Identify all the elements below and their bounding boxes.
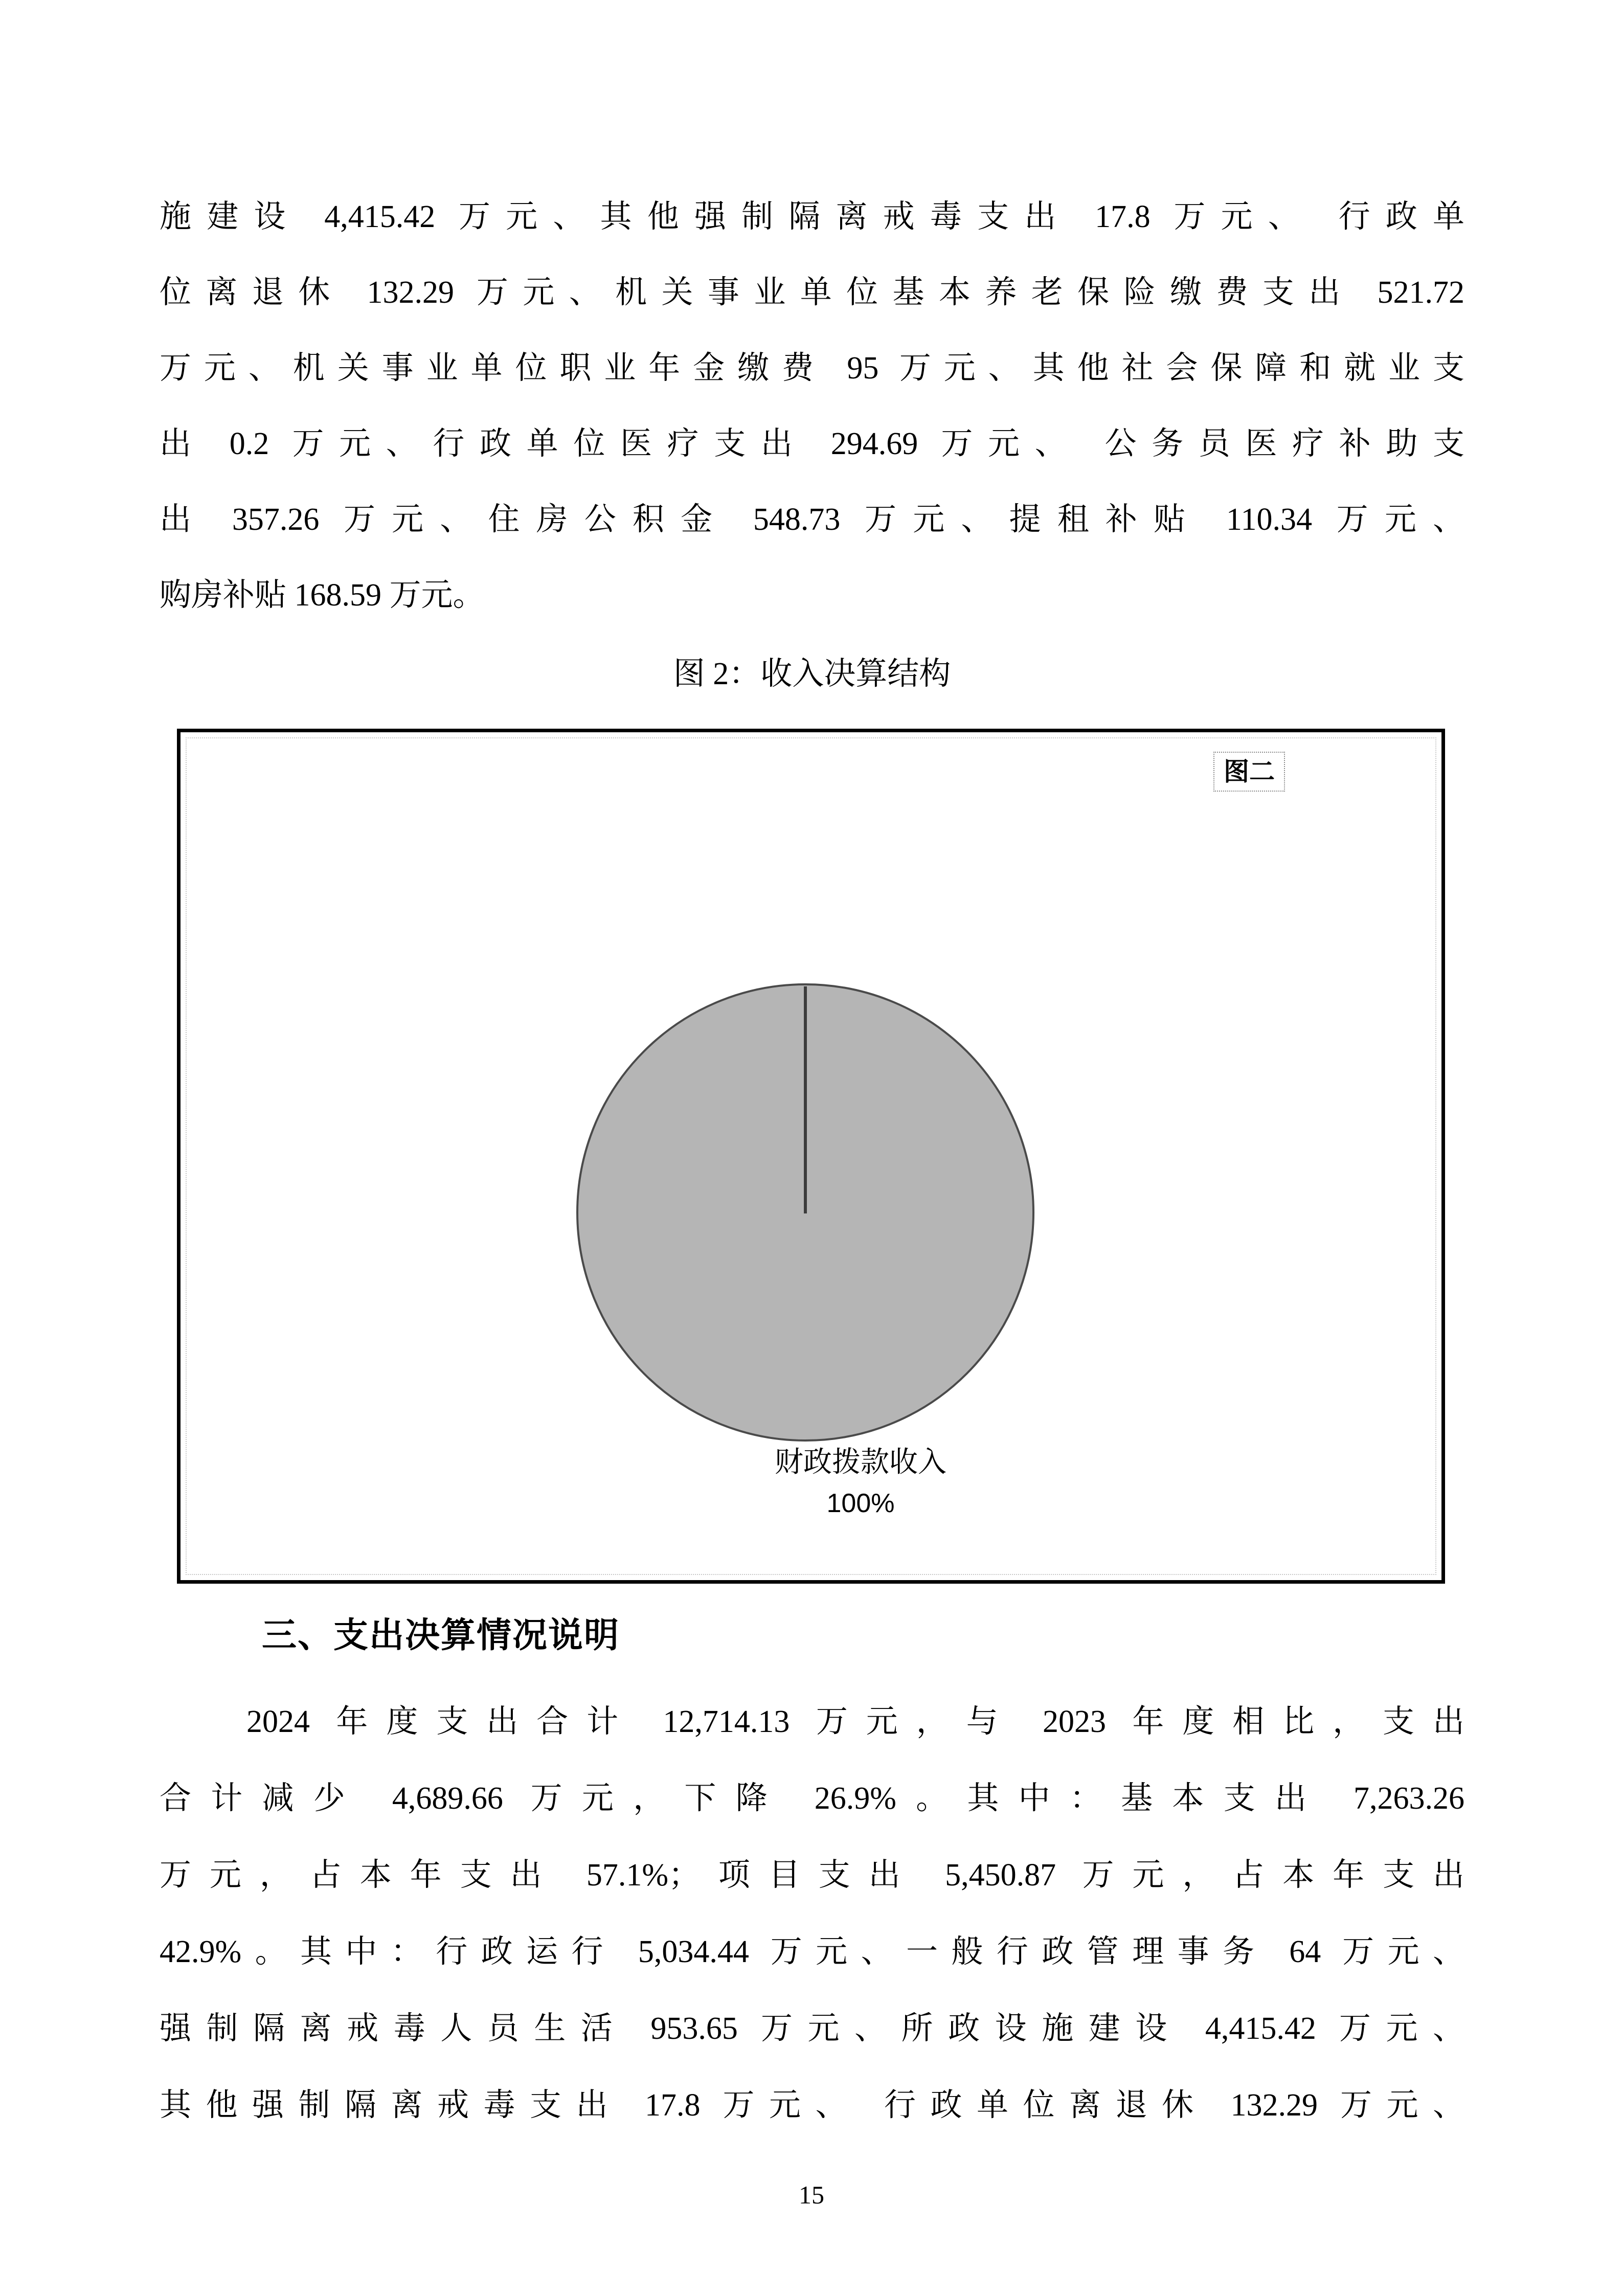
- figure-caption: 图 2：收入决算结构: [673, 657, 951, 691]
- text-line: 购房补贴 168.59 万元。: [160, 578, 485, 613]
- text-line: 施建设 4,415.42 万元、其他强制隔离戒毒支出 17.8 万元、 行政单: [160, 199, 1464, 234]
- pie-chart: [575, 982, 1035, 1443]
- text-line: 42.9%。其中：行政运行 5,034.44 万元、一般行政管理事务 64 万元、: [160, 1934, 1464, 1969]
- text-line: 其他强制隔离戒毒支出 17.8 万元、 行政单位离退休 132.29 万元、: [160, 2088, 1464, 2123]
- text-line: 出 0.2 万元、行政单位医疗支出 294.69 万元、 公务员医疗补助支: [160, 426, 1464, 461]
- slice-label-name: 财政拨款收入: [775, 1446, 946, 1478]
- text-line: 万元，占本年支出 57.1%；项目支出 5,450.87 万元，占本年支出: [160, 1858, 1464, 1893]
- paragraph-expenditure-detail-top: [160, 179, 1464, 633]
- text-line: 出 357.26 万元、住房公积金 548.73 万元、提租补贴 110.34 万元、: [160, 502, 1464, 537]
- pie-chart-frame: [177, 729, 1445, 1584]
- chart-legend-label: 图二: [1213, 752, 1285, 792]
- text-line: 2024 年度支出合计 12,714.13 万元，与 2023 年度相比，支出: [246, 1704, 1464, 1739]
- page-number: 15: [799, 2180, 824, 2209]
- text-line: 位离退休 132.29 万元、机关事业单位基本养老保险缴费支出 521.72: [160, 275, 1464, 310]
- pie-slice-label: [682, 1444, 1040, 1520]
- section-heading: 三、支出决算情况说明: [262, 1616, 620, 1655]
- slice-label-value: 100%: [826, 1489, 895, 1518]
- text-line: 强制隔离戒毒人员生活 953.65 万元、所政设施建设 4,415.42 万元、: [160, 2011, 1464, 2046]
- text-line: 万元、机关事业单位职业年金缴费 95 万元、其他社会保障和就业支: [160, 351, 1464, 386]
- paragraph-expenditure-summary: [160, 1683, 1464, 2144]
- text-line: 合计减少 4,689.66 万元，下降 26.9%。其中：基本支出 7,263.26: [160, 1781, 1464, 1816]
